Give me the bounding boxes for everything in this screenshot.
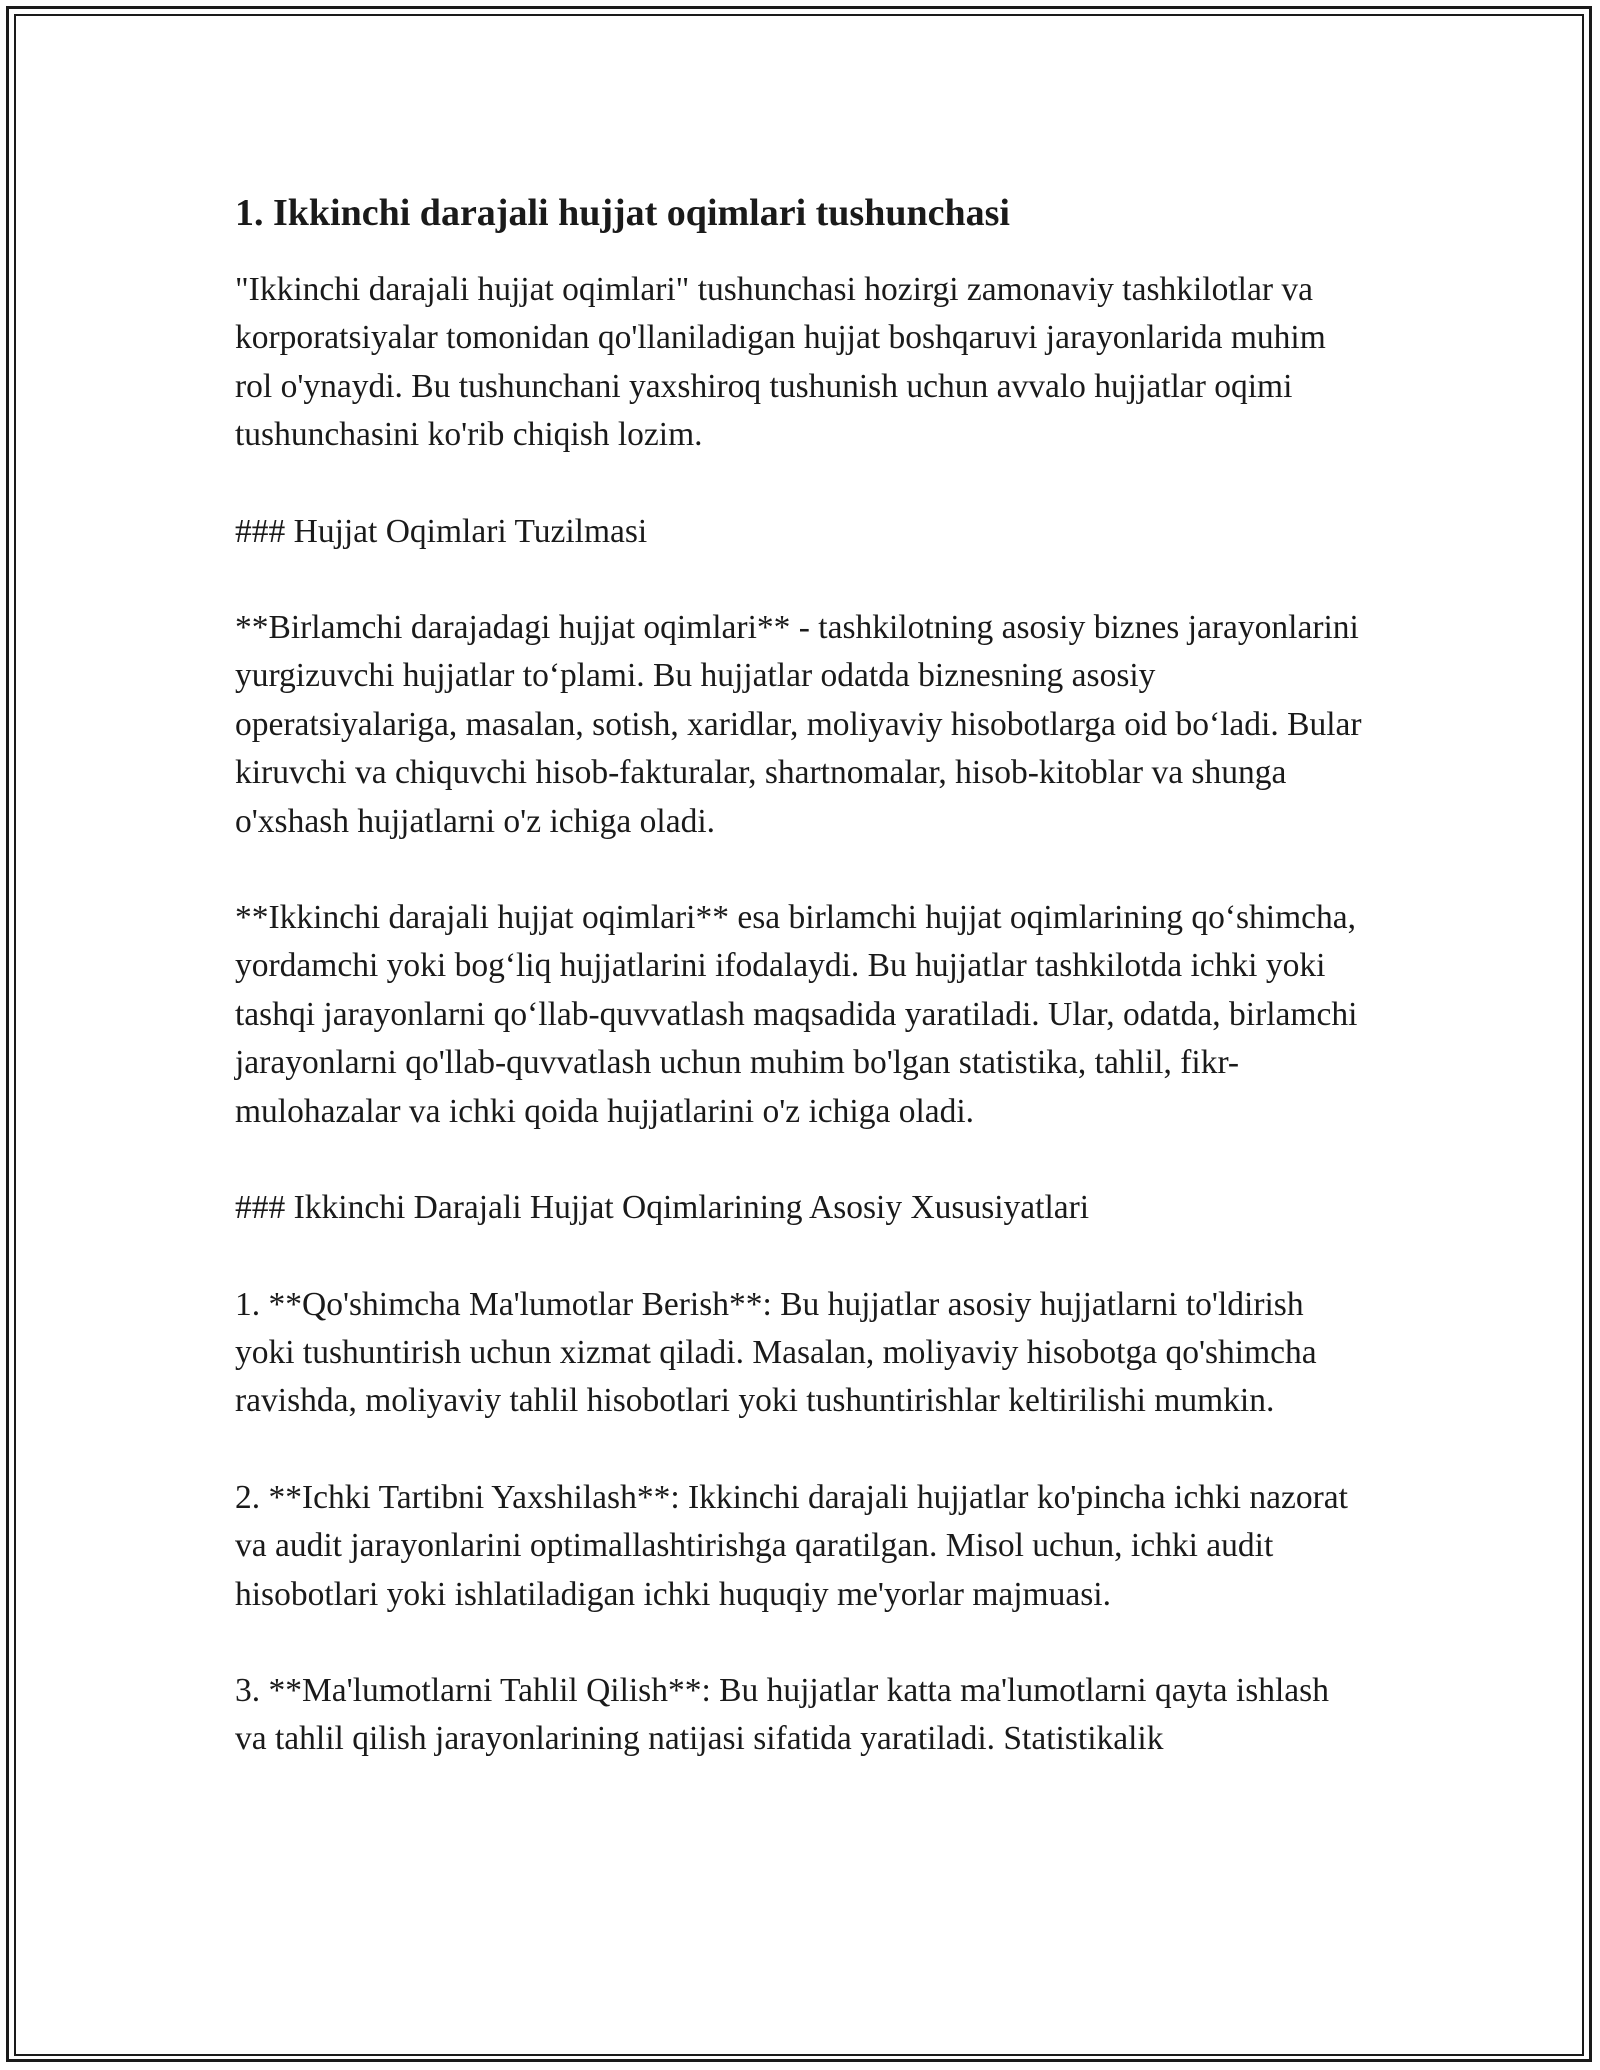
list-item-1: 1. **Qo'shimcha Ma'lumotlar Berish**: Bu hujjatlar asosiy hujjatlarni to'ldirish yoki tushuntirish uchun xizmat qiladi. Masalan, moliyaviy hisobotga qo'shimcha ravishda, moliyaviy tahlil hisobotlari yoki tushuntirishlar keltirilishi mumkin. — [235, 1285, 1317, 1420]
subheading-structure: ### Hujjat Oqimlari Tuzilmasi — [235, 512, 648, 550]
paragraph-intro: "Ikkinchi darajali hujjat oqimlari" tushunchasi hozirgi zamonaviy tashkilotlar va korporatsiyalar tomonidan qo'llaniladigan hujjat boshqaruvi jarayonlarida muhim rol o'ynaydi. Bu tushunchani yaxshiroq tushunish uchun avvalo hujjatlar oqimi tushunchasini ko'rib chiqish lozim. — [235, 271, 1326, 454]
paragraph-secondary-flows: **Ikkinchi darajali hujjat oqimlari** esa birlamchi hujjat oqimlarining qo‘shimcha, yordamchi yoki bog‘liq hujjatlarini ifodalaydi. Bu hujjatlar tashkilotda ichki yoki tashqi jarayonlarni qo‘llab-quvvatlash maqsadida yaratiladi. Ular, odatda, birlamchi jarayonlarni qo'llab-quvvatlash uchun muhim bo'lgan statistika, tahlil, fikr-mulohazalar va ichki qoida hujjatlarini o'z ichiga oladi. — [235, 899, 1358, 1130]
document-body — [235, 186, 1365, 1812]
list-item-2: 2. **Ichki Tartibni Yaxshilash**: Ikkinchi darajali hujjatlar ko'pincha ichki nazorat va audit jarayonlarini optimallashtirishga qaratilgan. Misol uchun, ichki audit hisobotlari yoki ishlatiladigan ichki huquqiy me'yorlar majmuasi. — [235, 1478, 1348, 1613]
subheading-features: ### Ikkinchi Darajali Hujjat Oqimlarining Asosiy Xususiyatlari — [235, 1189, 1090, 1227]
section-heading: 1. Ikkinchi darajali hujjat oqimlari tushunchasi — [235, 192, 1010, 234]
paragraph-primary-flows: **Birlamchi darajadagi hujjat oqimlari** - tashkilotning asosiy biznes jarayonlarini yurgizuvchi hujjatlar to‘plami. Bu hujjatlar odatda biznesning asosiy operatsiyalariga, masalan, sotish, xaridlar, moliyaviy hisobotlarga oid bo‘ladi. Bular kiruvchi va chiquvchi hisob-fakturalar, shartnomalar, hisob-kitoblar va shunga o'xshash hujjatlarni o'z ichiga oladi. — [235, 609, 1362, 840]
list-item-3: 3. **Ma'lumotlarni Tahlil Qilish**: Bu hujjatlar katta ma'lumotlarni qayta ishlash va tahlil qilish jarayonlarining natijasi sifatida yaratiladi. Statistikalik — [235, 1671, 1329, 1758]
